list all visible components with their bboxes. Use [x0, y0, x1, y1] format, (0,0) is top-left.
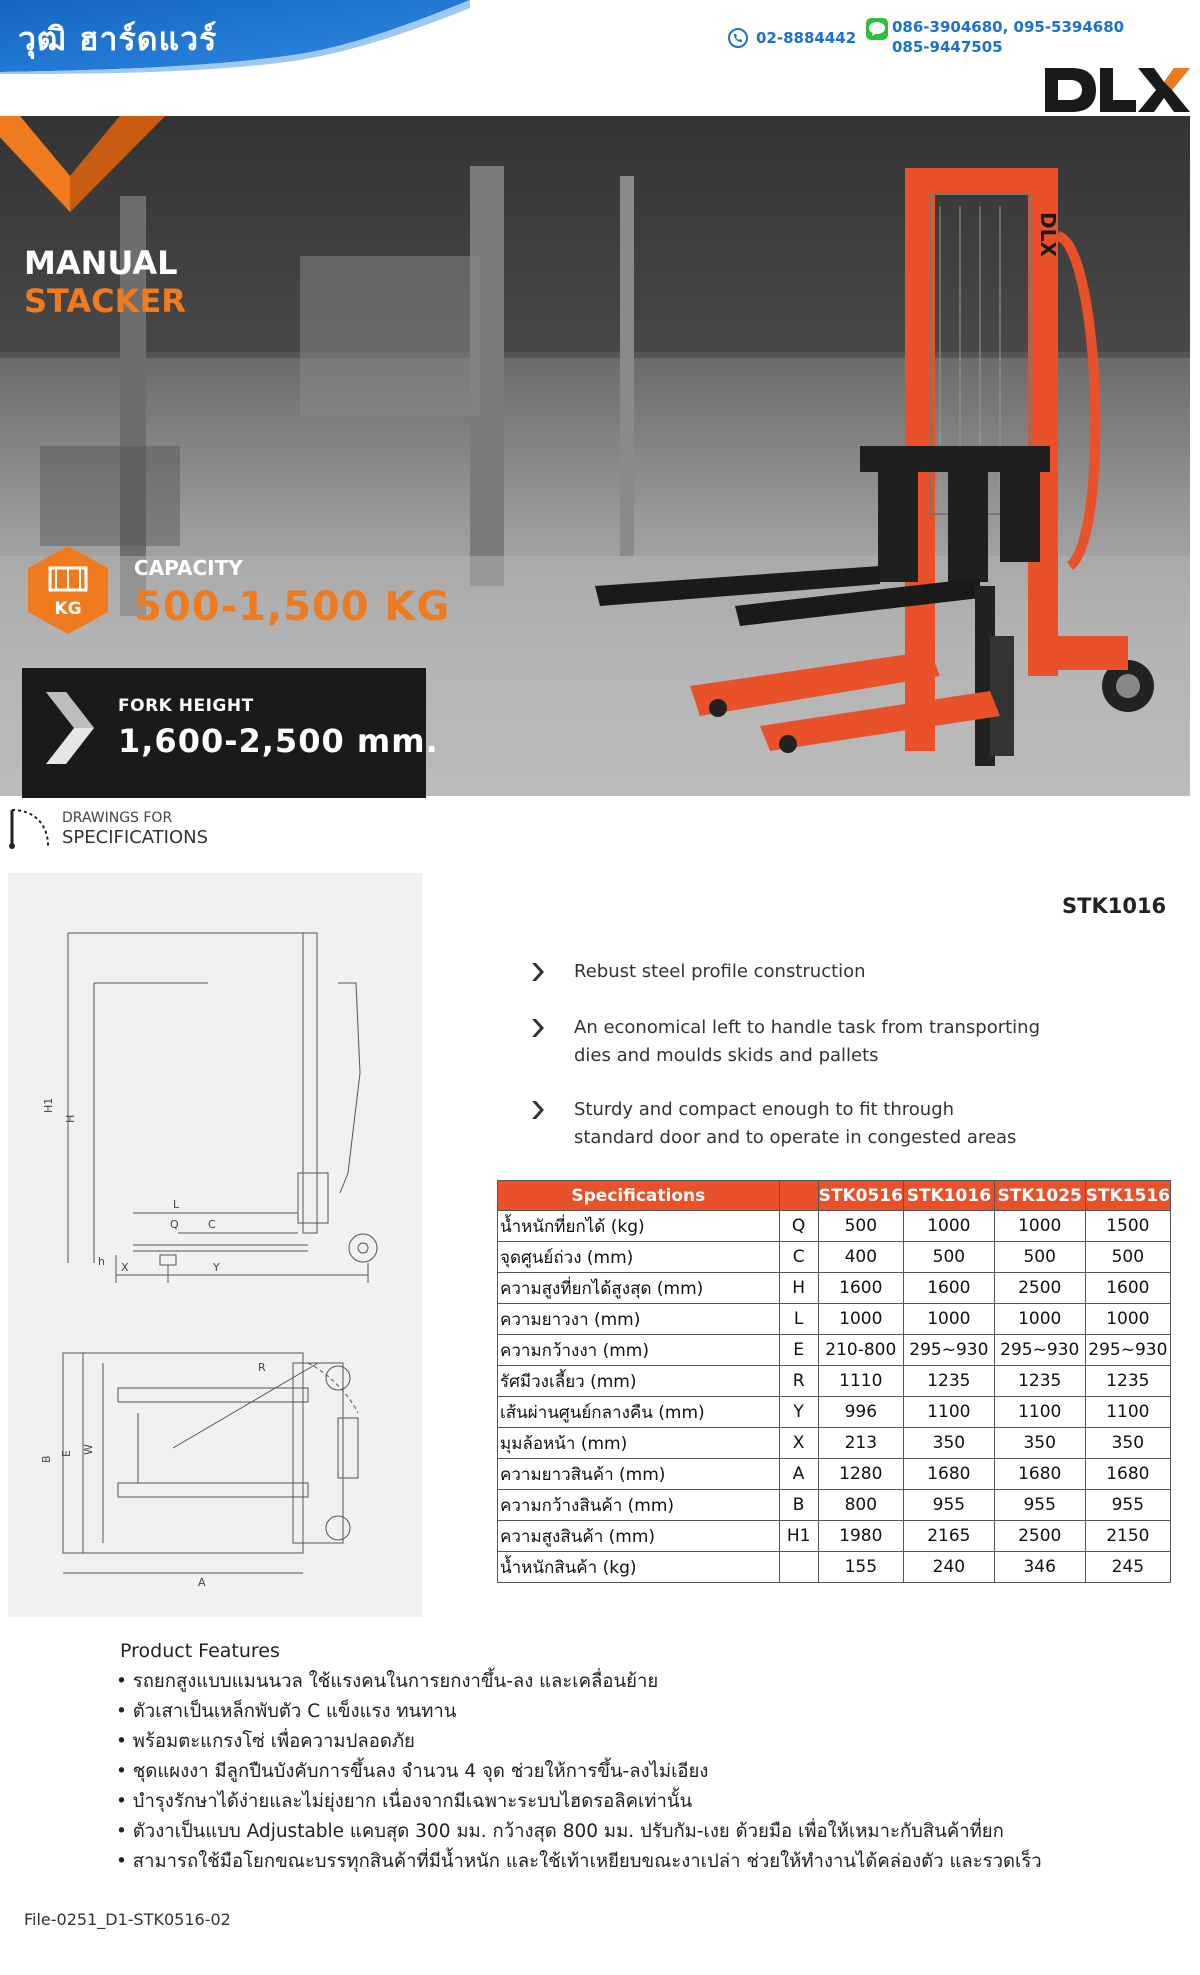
bullet-chevron-icon [528, 1016, 548, 1040]
table-row [498, 1490, 1171, 1521]
spec-symbol-cell: H1 [779, 1521, 818, 1552]
spec-value-cell: 1000 [818, 1304, 903, 1335]
fork-height-value: 1,600-2,500 mm. [118, 722, 439, 760]
table-row [498, 1366, 1171, 1397]
spec-value-cell: 1680 [994, 1459, 1085, 1490]
svg-text:B: B [40, 1455, 53, 1463]
spec-value-cell: 1680 [1085, 1459, 1170, 1490]
spec-value-cell: 1000 [994, 1304, 1085, 1335]
spec-value-cell: 955 [994, 1490, 1085, 1521]
list-item: • บำรุงรักษาได้ง่ายและไม่ยุ่งยาก เนื่องจากมีเฉพาะระบบไฮดรอลิคเท่านั้น [116, 1791, 693, 1812]
table-row [498, 1397, 1171, 1428]
line-app-icon [866, 18, 888, 40]
svg-text:E: E [60, 1450, 73, 1457]
capacity-label: CAPACITY [134, 556, 243, 580]
svg-text:h: h [98, 1255, 105, 1268]
table-header-row [498, 1181, 1171, 1211]
spec-value-cell: 1980 [818, 1521, 903, 1552]
spec-symbol-cell: C [779, 1242, 818, 1273]
spec-symbol-cell: E [779, 1335, 818, 1366]
spec-value-cell: 1280 [818, 1459, 903, 1490]
table-header-cell: Specifications [498, 1181, 780, 1211]
list-item: • ตัวเสาเป็นเหล็กพับตัว C แข็งแรง ทนทาน [116, 1701, 457, 1722]
table-header-cell: STK1016 [903, 1181, 994, 1211]
spec-value-cell: 1500 [1085, 1211, 1170, 1242]
table-row [498, 1521, 1171, 1552]
svg-text:Q: Q [170, 1218, 179, 1231]
spec-value-cell: 2500 [994, 1273, 1085, 1304]
dlx-logo [1040, 60, 1190, 120]
list-item: • สามารถใช้มือโยกขณะบรรทุกสินค้าที่มีน้ำหนัก และใช้เท้าเหยียบขณะงาเปล่า ช่วยให้ทำงานได้คล่องตัว และรวดเร็ว [116, 1851, 1042, 1872]
feature-text-line2: dies and moulds skids and pallets [574, 1045, 879, 1066]
spec-value-cell: 500 [1085, 1242, 1170, 1273]
table-row [498, 1459, 1171, 1490]
phone-icon [728, 28, 748, 48]
spec-value-cell: 295~930 [1085, 1335, 1170, 1366]
specifications-table [497, 1180, 1171, 1583]
spec-value-cell: 996 [818, 1397, 903, 1428]
spec-symbol-cell: X [779, 1428, 818, 1459]
table-row [498, 1304, 1171, 1335]
product-title-line1: MANUAL [24, 244, 178, 282]
product-features-title: Product Features [120, 1640, 280, 1662]
svg-text:W: W [82, 1444, 95, 1455]
spec-value-cell: 1235 [1085, 1366, 1170, 1397]
list-item: • รถยกสูงแบบแมนนวล ใช้แรงคนในการยกงาขึ้น-ลง และเคลื่อนย้าย [116, 1671, 659, 1692]
spec-symbol-cell: L [779, 1304, 818, 1335]
spec-value-cell: 295~930 [994, 1335, 1085, 1366]
feature-text-line1: Rebust steel profile construction [574, 961, 866, 982]
feature-item [574, 1014, 1094, 1070]
spec-value-cell: 1000 [994, 1211, 1085, 1242]
spec-symbol-cell: Y [779, 1397, 818, 1428]
spec-value-cell: 500 [903, 1242, 994, 1273]
drawings-heading-line2: SPECIFICATIONS [62, 827, 209, 848]
spec-value-cell: 1235 [903, 1366, 994, 1397]
svg-text:A: A [198, 1576, 206, 1589]
spec-label-cell: ความสูงที่ยกได้สูงสุด (mm) [498, 1273, 780, 1304]
spec-label-cell: ความกว้างงา (mm) [498, 1335, 780, 1366]
spec-value-cell: 1000 [1085, 1304, 1170, 1335]
svg-text:C: C [208, 1218, 216, 1231]
technical-drawing [8, 873, 422, 1617]
spec-value-cell: 155 [818, 1552, 903, 1583]
spec-value-cell: 1000 [903, 1211, 994, 1242]
list-item: • พร้อมตะแกรงโซ่ เพื่อความปลอดภัย [116, 1731, 415, 1752]
spec-value-cell: 1235 [994, 1366, 1085, 1397]
model-label: STK1016 [1062, 894, 1167, 918]
spec-value-cell: 400 [818, 1242, 903, 1273]
table-row [498, 1335, 1171, 1366]
spec-label-cell: ความยาวสินค้า (mm) [498, 1459, 780, 1490]
fork-height-label: FORK HEIGHT [118, 696, 254, 716]
spec-label-cell: น้ำหนักที่ยกได้ (kg) [498, 1211, 780, 1242]
spec-value-cell: 295~930 [903, 1335, 994, 1366]
spec-label-cell: น้ำหนักสินค้า (kg) [498, 1552, 780, 1583]
svg-text:Y: Y [213, 1261, 220, 1274]
spec-value-cell: 245 [1085, 1552, 1170, 1583]
svg-text:X: X [121, 1261, 129, 1274]
spec-label-cell: จุดศูนย์ถ่วง (mm) [498, 1242, 780, 1273]
spec-label-cell: มุมล้อหน้า (mm) [498, 1428, 780, 1459]
spec-value-cell: 1100 [903, 1397, 994, 1428]
spec-value-cell: 955 [1085, 1490, 1170, 1521]
bullet-chevron-icon [528, 1098, 548, 1122]
spec-label-cell: เส้นผ่านศูนย์กลางคืน (mm) [498, 1397, 780, 1428]
line-number-1[interactable]: 086-3904680, 095-5394680 [892, 18, 1125, 36]
spec-value-cell: 1680 [903, 1459, 994, 1490]
table-row [498, 1242, 1171, 1273]
capacity-icon-text: KG [54, 599, 82, 619]
product-features-list [116, 1667, 1042, 1877]
spec-value-cell: 2165 [903, 1521, 994, 1552]
svg-text:H1: H1 [42, 1097, 55, 1113]
phone-number[interactable]: 02-8884442 [756, 29, 857, 47]
svg-text:R: R [258, 1361, 266, 1374]
spec-symbol-cell: A [779, 1459, 818, 1490]
spec-value-cell: 1000 [903, 1304, 994, 1335]
spec-value-cell: 500 [994, 1242, 1085, 1273]
file-code: File-0251_D1-STK0516-02 [24, 1910, 231, 1929]
line-number-2[interactable]: 085-9447505 [892, 38, 1003, 56]
feature-text-line1: Sturdy and compact enough to fit through [574, 1099, 955, 1120]
spec-value-cell: 350 [903, 1428, 994, 1459]
spec-label-cell: รัศมีวงเลี้ยว (mm) [498, 1366, 780, 1397]
drawings-heading-line1: DRAWINGS FOR [62, 810, 173, 826]
bullet-chevron-icon [528, 960, 548, 984]
spec-value-cell: 800 [818, 1490, 903, 1521]
technical-drawing-panel [8, 873, 422, 1617]
svg-text:H: H [64, 1114, 77, 1123]
spec-value-cell: 350 [994, 1428, 1085, 1459]
capacity-value: 500-1,500 KG [134, 584, 451, 630]
spec-value-cell: 1100 [1085, 1397, 1170, 1428]
compass-icon [8, 806, 52, 850]
spec-value-cell: 350 [1085, 1428, 1170, 1459]
svg-text:L: L [173, 1198, 180, 1211]
capacity-kg-icon [22, 544, 114, 636]
feature-text-line1: An economical left to handle task from transporting [574, 1017, 1040, 1038]
spec-value-cell: 213 [818, 1428, 903, 1459]
spec-value-cell: 210-800 [818, 1335, 903, 1366]
table-header-cell [779, 1181, 818, 1211]
table-header-cell: STK1025 [994, 1181, 1085, 1211]
feature-text-line2: standard door and to operate in congested areas [574, 1127, 1017, 1148]
spec-value-cell: 1100 [994, 1397, 1085, 1428]
spec-label-cell: ความกว้างสินค้า (mm) [498, 1490, 780, 1521]
list-item: • ตัวงาเป็นแบบ Adjustable แคบสุด 300 มม. กว้างสุด 800 มม. ปรับกัม-เงย ด้วยมือ เพื่อให้เหมาะกับสินค้าที่ยก [116, 1821, 1004, 1842]
chevron-right-icon [40, 688, 100, 768]
spec-value-cell: 1110 [818, 1366, 903, 1397]
spec-symbol-cell: Q [779, 1211, 818, 1242]
spec-symbol-cell: R [779, 1366, 818, 1397]
spec-value-cell: 1600 [903, 1273, 994, 1304]
product-title-line2: STACKER [24, 282, 186, 320]
mast-brand-text: DLX [1036, 212, 1060, 257]
spec-symbol-cell: H [779, 1273, 818, 1304]
table-row [498, 1211, 1171, 1242]
spec-value-cell: 1600 [1085, 1273, 1170, 1304]
spec-value-cell: 346 [994, 1552, 1085, 1583]
brand-name: วุฒิ ฮาร์ดแวร์ [18, 20, 218, 58]
table-row [498, 1273, 1171, 1304]
spec-value-cell: 500 [818, 1211, 903, 1242]
table-row [498, 1428, 1171, 1459]
table-header-cell: STK0516 [818, 1181, 903, 1211]
list-item: • ชุดแผงงา มีลูกปืนบังคับการขึ้นลง จำนวน 4 จุด ช่วยให้การขึ้น-ลงไม่เอียง [116, 1761, 709, 1782]
spec-label-cell: ความสูงสินค้า (mm) [498, 1521, 780, 1552]
spec-symbol-cell [779, 1552, 818, 1583]
spec-label-cell: ความยาวงา (mm) [498, 1304, 780, 1335]
spec-value-cell: 1600 [818, 1273, 903, 1304]
spec-value-cell: 240 [903, 1552, 994, 1583]
spec-value-cell: 955 [903, 1490, 994, 1521]
spec-symbol-cell: B [779, 1490, 818, 1521]
spec-value-cell: 2500 [994, 1521, 1085, 1552]
feature-item [574, 958, 1094, 986]
feature-item [574, 1096, 1094, 1152]
table-header-cell: STK1516 [1085, 1181, 1170, 1211]
table-row [498, 1552, 1171, 1583]
spec-value-cell: 2150 [1085, 1521, 1170, 1552]
